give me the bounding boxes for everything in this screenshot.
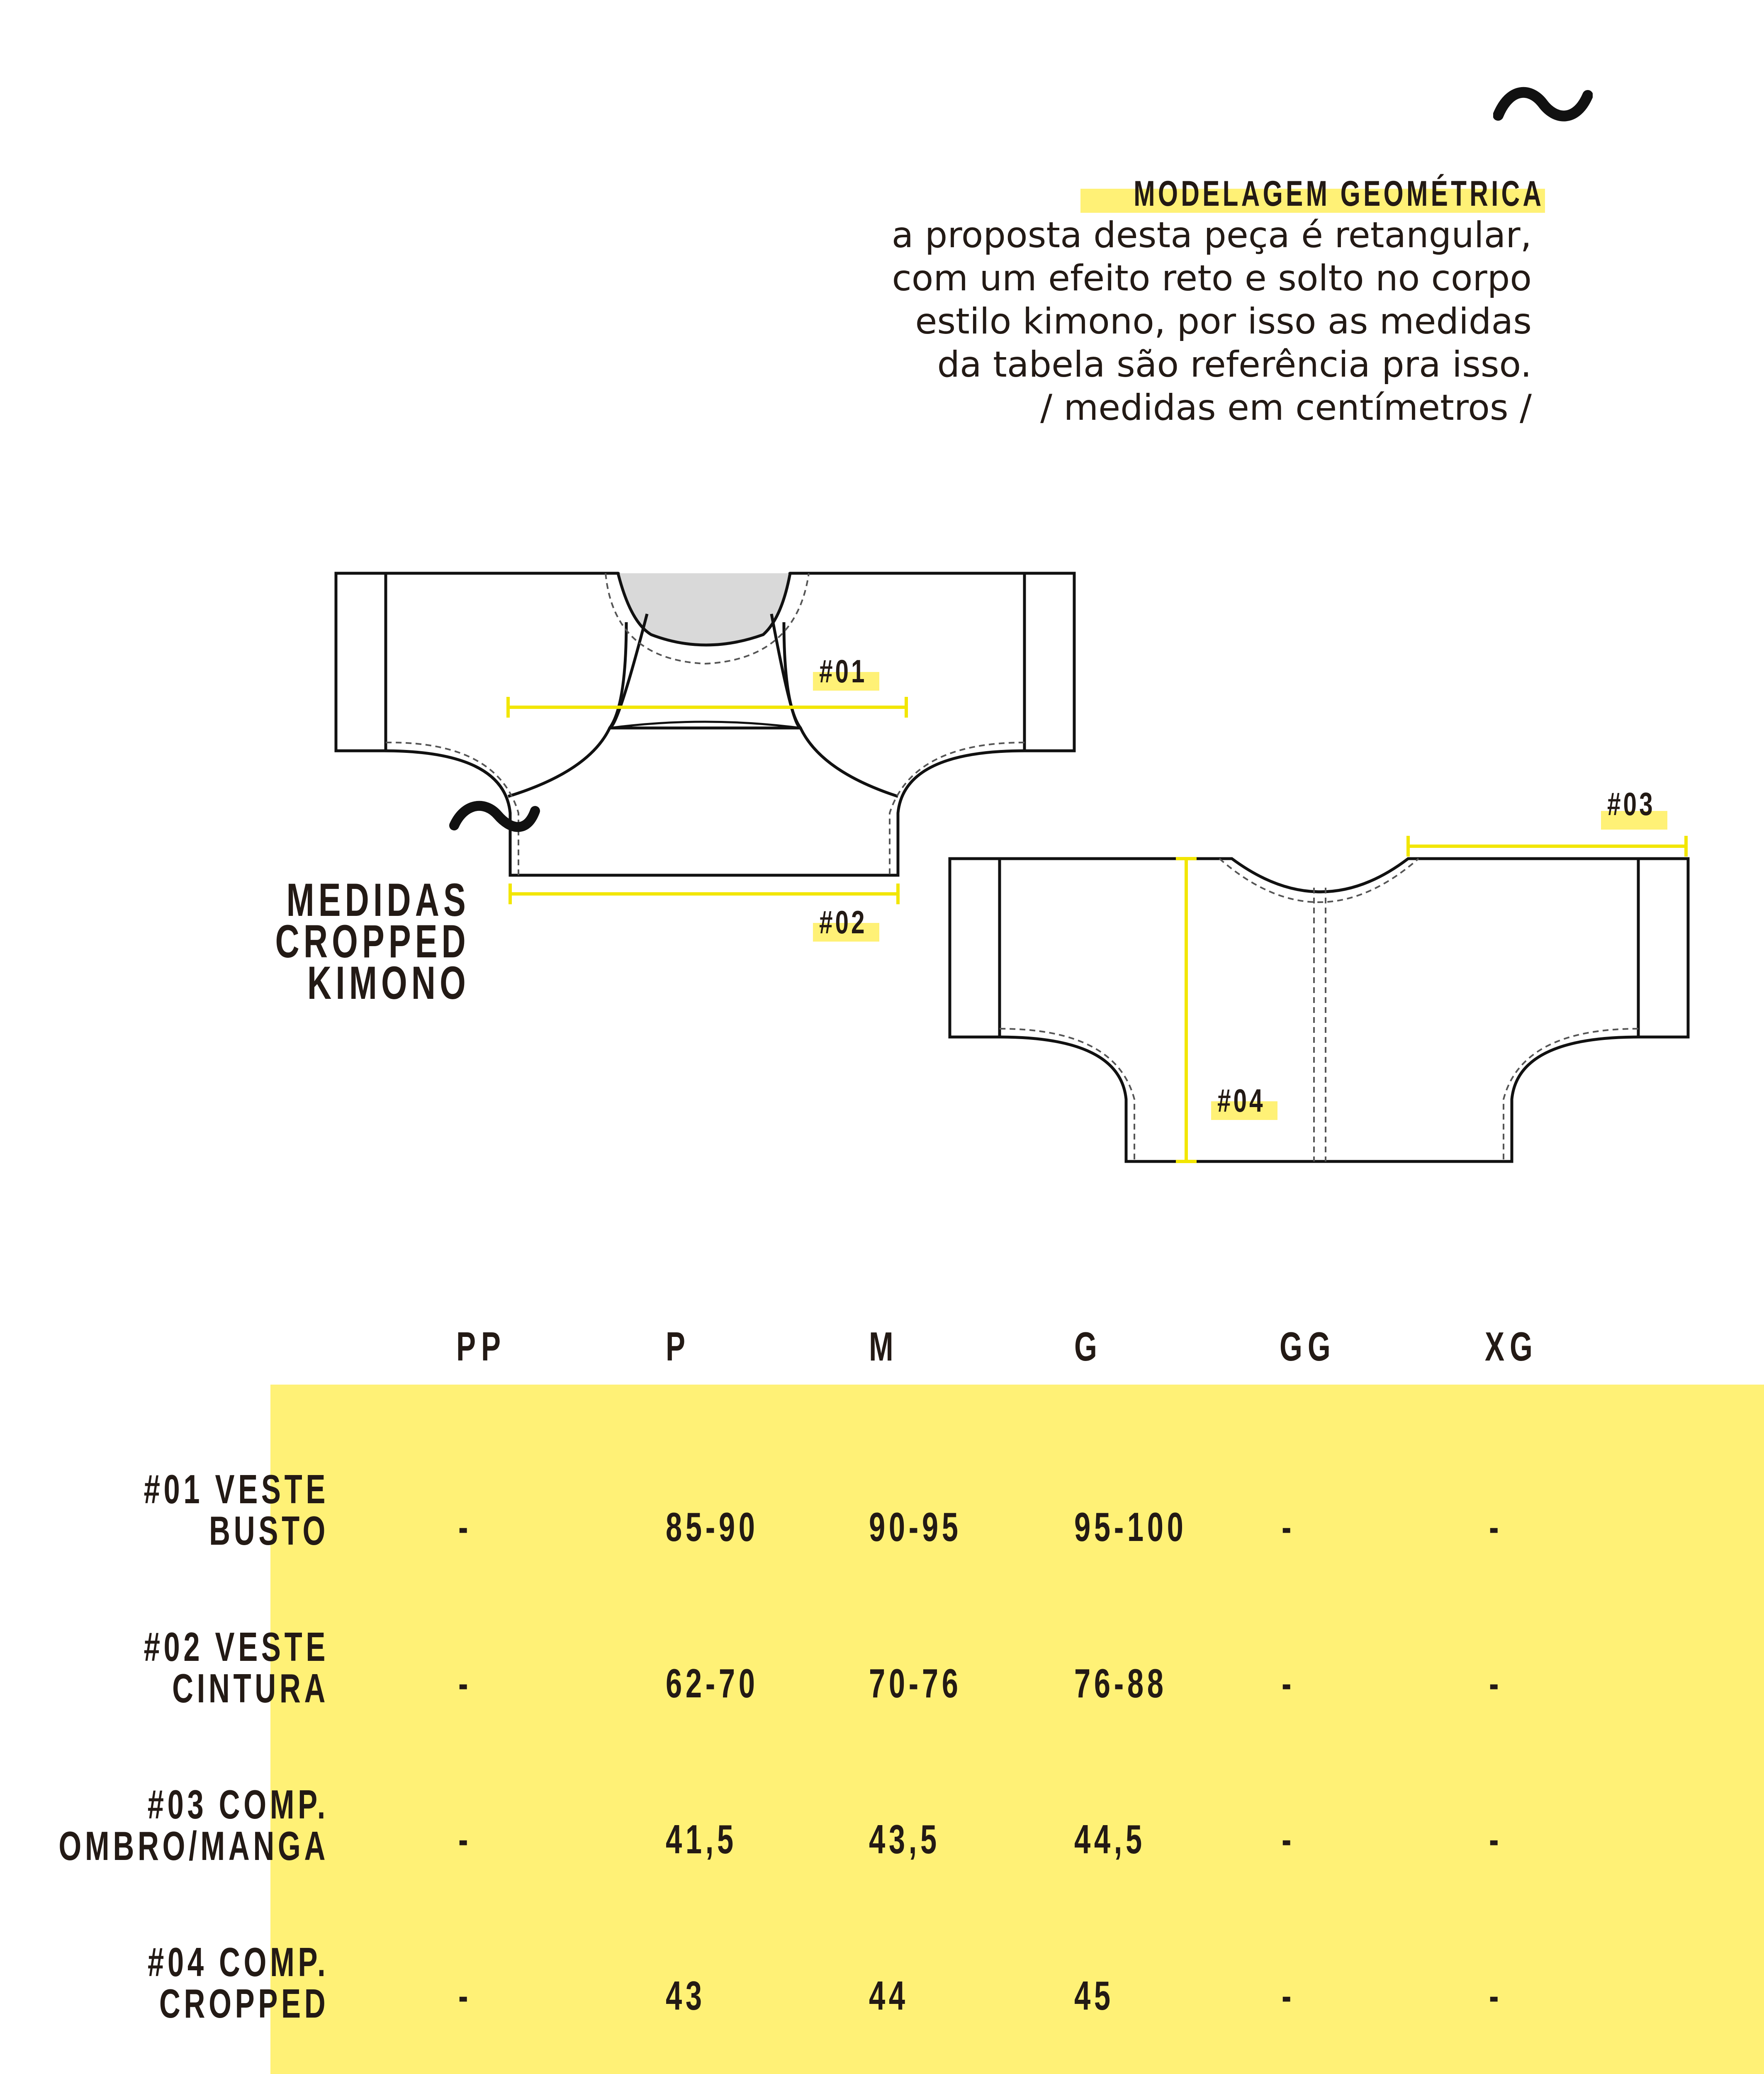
intro-line: estilo kimono, por isso as medidas [915, 301, 1532, 342]
row-label-line: #04 COMP. [147, 1939, 329, 1985]
size-header-m: M [869, 1324, 899, 1369]
front-neck-facing [618, 573, 790, 645]
size-header-p: P [666, 1324, 691, 1369]
back-body-outline [950, 859, 1688, 1161]
measure-02-label: #02 [819, 904, 867, 940]
row-label-line: BUSTO [209, 1508, 329, 1553]
front-opening-right-inner [784, 622, 800, 728]
row-label-line: CINTURA [172, 1665, 329, 1711]
intro-title: MODELAGEM GEOMÉTRICA [1133, 174, 1544, 214]
table-cell: 70-76 [869, 1660, 962, 1706]
size-header-xg: XG [1485, 1324, 1538, 1369]
table-cell: 44,5 [1074, 1816, 1146, 1862]
table-cell: - [1489, 1504, 1503, 1550]
table-cell: - [458, 1660, 472, 1706]
intro-line: a proposta desta peça é retangular, [891, 214, 1532, 256]
table-cell: - [1282, 1660, 1295, 1706]
measure-lines [508, 697, 1686, 1161]
size-header-pp: PP [456, 1324, 506, 1369]
table-cell: 62-70 [666, 1660, 759, 1706]
row-label-busto [144, 1468, 329, 1551]
intro-line: da tabela são referência pra isso. [937, 344, 1532, 385]
table-cell: - [1282, 1504, 1295, 1550]
back-view [950, 859, 1688, 1161]
garment-title [275, 874, 470, 1009]
table-cell: 90-95 [869, 1504, 962, 1550]
garment-title-line: KIMONO [307, 957, 470, 1009]
tilde-decoration-mid [454, 806, 535, 827]
table-cell: - [1489, 1816, 1503, 1862]
table-cell: - [458, 1816, 472, 1862]
measure-04-label: #04 [1217, 1082, 1265, 1119]
table-cell: 95-100 [1074, 1504, 1187, 1550]
table-cell: - [1282, 1973, 1295, 2018]
row-label-line: #02 VESTE [144, 1624, 329, 1670]
size-header-g: G [1074, 1324, 1102, 1369]
size-table-background [270, 1385, 1764, 2074]
table-cell: - [1282, 1816, 1295, 1862]
intro-line: com um efeito reto e solto no corpo [892, 258, 1532, 299]
row-label-line: #01 VESTE [144, 1466, 329, 1512]
row-label-line: CROPPED [159, 1981, 329, 2026]
table-cell: 44 [869, 1973, 909, 2018]
table-cell: - [1489, 1973, 1503, 2018]
row-label-line: OMBRO/MANGA [58, 1823, 329, 1869]
intro-line: / medidas em centímetros / [1040, 387, 1532, 428]
front-opening-left-inner [610, 622, 626, 728]
front-view [336, 573, 1074, 875]
table-cell: - [458, 1973, 472, 2018]
table-cell: 45 [1074, 1973, 1114, 2018]
row-label-cropped [148, 1941, 329, 2024]
row-label-line: #03 COMP. [147, 1782, 329, 1827]
table-cell: 43 [666, 1973, 706, 2018]
table-cell: 85-90 [666, 1504, 759, 1550]
measure-01-label: #01 [819, 653, 867, 689]
measure-03-label: #03 [1607, 786, 1655, 822]
table-cell: 41,5 [666, 1816, 737, 1862]
back-stitching [1000, 859, 1638, 1161]
row-label-ombro-manga [58, 1784, 329, 1867]
size-header-gg: GG [1280, 1324, 1336, 1369]
garment-title-line: CROPPED [275, 915, 470, 967]
table-cell: - [1489, 1660, 1503, 1706]
row-label-cintura [144, 1626, 329, 1709]
garment-title-line: MEDIDAS [286, 874, 470, 926]
table-cell: 43,5 [869, 1816, 940, 1862]
table-cell: - [458, 1504, 472, 1550]
table-cell: 76-88 [1074, 1660, 1167, 1706]
